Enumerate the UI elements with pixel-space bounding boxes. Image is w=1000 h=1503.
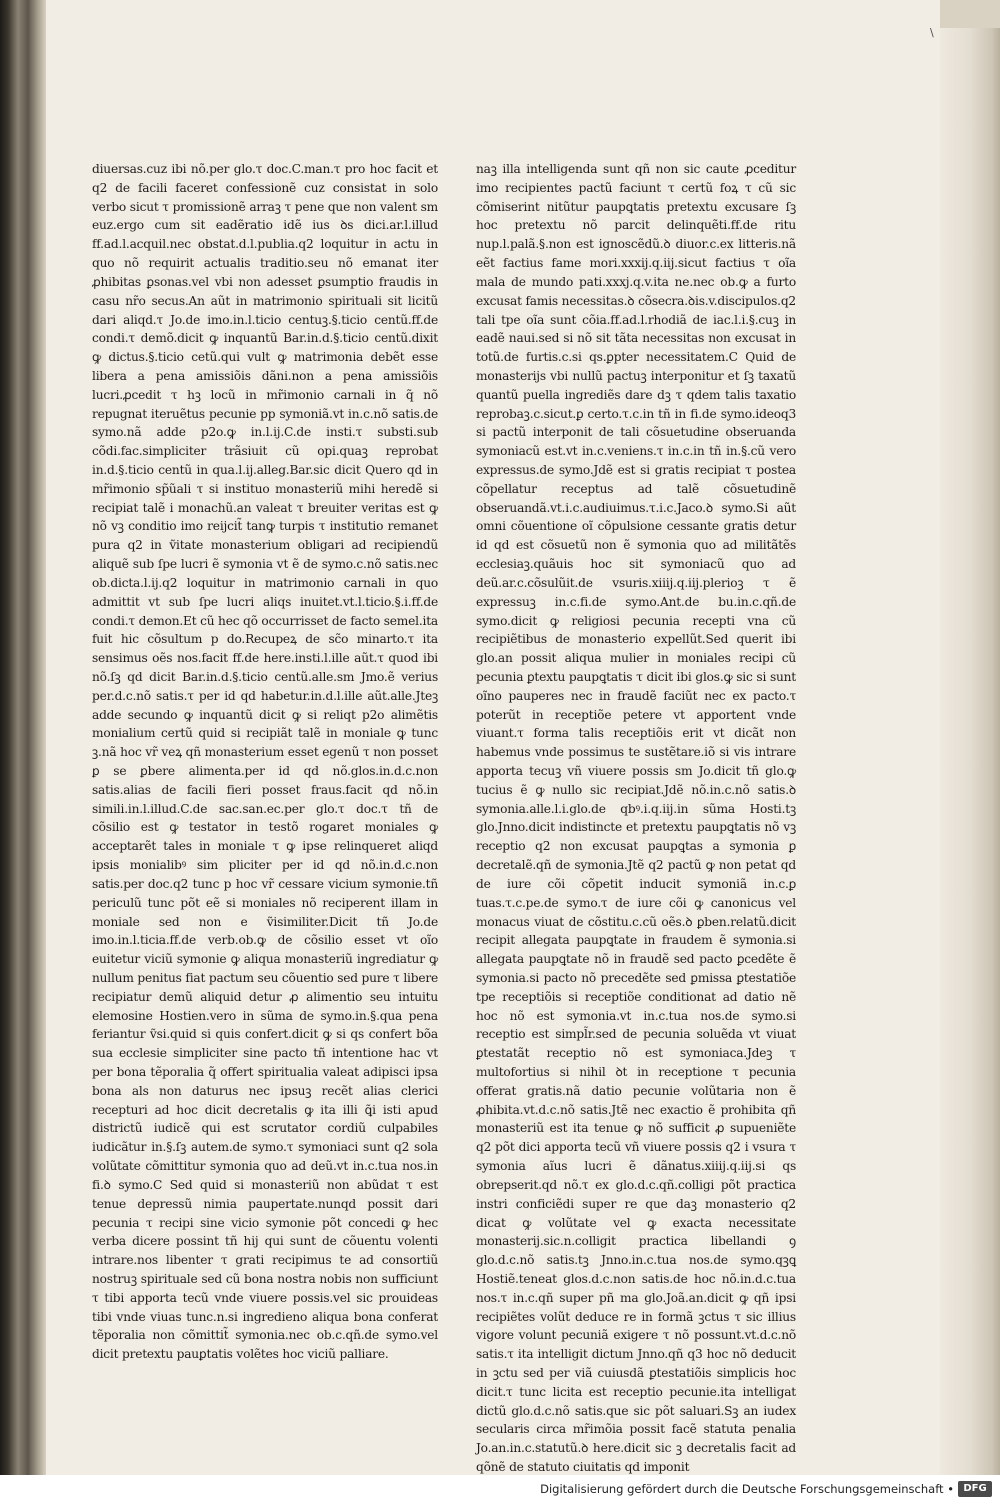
right-column-text: naꝫ illa intelligenda sunt qñ non sic caute ꝓceditur imo recipientes pactũ faciunt τ certũ foꝝ τ cũ sic cõmiserint nitũtur paupꝗtatis pretextu excusare ſꝫ hoc pretextu nõ parcit delinquẽti.ff.de ritu nup.l.palã.§.non est ignoscẽdũ.ꝺ diuor.c.ex litteris.nã eẽt factius fame mori.xxxij.q.iij.sicut factius τ oĩa mala de mundo pati.xxxj.q.v.ita ne.nec ob.ꝙ a furto excusat famis necessitas.ꝺ cõsecra.ꝺis.v.discipulos.q2 tali tpe oĩa sunt cõia.ff.ad.l.rhodiã de iac.l.i.§.cuꝫ in eadẽ naui.sed si nõ sit tãta necessitas non excusat in totũ.de furtis.c.si qs.ꝑpter necessitatem.C Quid de monasterijs vbi nullũ pactuꝫ interponitur et ſꝫ taxatũ quantũ puella ingrediẽs dare dꝫ τ qdem talis taxatio reprobaꝫ.c.sicut.ꝑ certo.τ.c.in tñ in fi.de symo.ideoq3 si pactũ interponit de tali cõsuetudine obseruanda symoniacũ est.vt in.c.veniens.τ in.c.in tñ in.§.cũ vero expressus.de symo.Jdẽ est si gratis recipiat τ postea cõpellatur receptus ad talẽ cõsuetudinẽ obseruandã.vt.i.c.audiuimus.τ.i.c.Jaco.ꝺ symo.Si aũt omni cõuentione oĩ cõpulsione cessante gratis detur id qd est cõsuetũ non ẽ symonia quo ad militãtẽs ecclesiaꝫ.quãuis hoc sit symoniacũ quo ad deũ.ar.c.cõsulũit.de vsuris.xiiij.q.iij.plerioꝫ τ ẽ expressuꝫ in.c.fi.de symo.Ant.de bu.in.c.qñ.de symo.dicit ꝙ religiosi pecunia recepti vna cũ recipiẽtibus de monasterio expellũt.Sed querit ibi glo.an possit aliqua mulier in moniales recipi cũ pecunia ꝑtextu paupꝗtatis τ dicit ibi glos.ꝙ sic si sunt oĩno pauperes nec in fraudẽ faciũt nec ex pacto.τ poterũt in receptiõe petere vt apportent vnde viuant.τ forma talis receptiõis erit vt dicãt non habemus vnde possimus te sustẽtare.iõ si vis intrare apporta tecuꝫ vñ viuere possis sm Jo.dicit tñ glo.ꝙ tucius ẽ ꝙ nullo sic recipiat.Jdẽ nõ.in.c.nõ satis.ꝺ symonia.alle.l.i.glo.de qbꝰ.i.q.iij.in sũma Hosti.tꝫ glo.Jnno.dicit indistincte et pretextu paupꝗtatis nõ vꝫ receptio q2 non excusat paupꝗtas a symonia ꝑ decretalẽ.qñ de symonia.Jtẽ q2 pactũ ꝙ non petat qd de iure cõi cõpetit inducit symoniã in.c.ꝑ tuas.τ.c.pe.de symo.τ de iure cõi ꝙ canonicus vel monacus viuat de cõstitu.c.cũ oẽs.ꝺ ꝑben.relatũ.dicit recipit allegata paupꝗtate in fraudem ẽ symonia.si allegata paupꝗtate nõ in fraudẽ sed pacto ꝑcedẽte ẽ symonia.si pacto nõ precedẽte sed ꝑmissa ꝑtestatiõe tpe receptiõis si receptiõe conditionat ad datio nẽ hoc nõ est symonia.vt in.c.tua nos.de symo.si receptio est simpl̃r.sed de pecunia soluẽda vt viuat ꝑtestatãt receptio nõ est symoniaca.Jdeꝫ τ multofortius si nihil ꝺt in receptione τ pecunia offerat gratis.nã datio pecunie volũtaria non ẽ ꝓhibita.vt.d.c.nõ satis.Jtẽ nec exactio ẽ prohibita qñ monasteriũ est ita tenue ꝙ nõ sufficit ꝓ supueniẽte q2 põt dici apporta tecũ vñ viuere possis q2 i vsura τ symonia aĩus lucri ẽ dãnatus.xiiij.q.iij.si qs obrepserit.qd nõ.τ ex glo.d.c.qñ.colligi põt practica instri conficiẽdi super re que daꝫ monasterio q2 dicat ꝙ volũtate vel ꝙ exacta necessitate monasterij.sic.n.colligit practica libellandi ꝯ glo.d.c.nõ satis.tꝫ Jnno.in.c.tua nos.de symo.qꝫꝗ Hostiẽ.teneat glos.d.c.non satis.de hoc nõ.in.d.c.tua nos.τ in.c.qñ super pñ ma glo.Joã.an.dicit ꝙ qñ ipsi recipiẽtes volũt deduce re in formã ꝫctus τ sic illius vigore volunt pecuniã exigere τ nõ possunt.vt.d.c.nõ satis.τ ita intelligit dictum Jnno.qñ q3 hoc nõ deducit in ꝫctu sed per viã cuiusdã ꝑtestatiõis simplicis hoc dicit.τ tunc licita est receptio pecunie.ita intelligat dictũ glo.d.c.nõ satis.que sic põt saluari.Sꝫ an iudex secularis circa mr̃imõia possit facẽ statuta penalia Jo.an.in.c.statutũ.ꝺ here.dicit sic ꝫ decretalis facit ad qõnẽ de statuto ciuitatis qd imponit bbox=[476, 162, 796, 1475]
top-right-strip bbox=[940, 0, 1000, 28]
book-page bbox=[46, 0, 946, 1475]
page-stack-edge bbox=[940, 0, 1000, 1475]
book-spine-edge bbox=[0, 0, 46, 1475]
footer-bar bbox=[0, 1475, 1000, 1503]
dfg-logo: DFG bbox=[958, 1481, 992, 1497]
right-text-column bbox=[476, 160, 796, 1475]
left-column-text: diuersas.cuz ibi nõ.per glo.τ doc.C.man.τ pro hoc facit et q2 de facili faceret confessionẽ cuz consistat in solo verbo sicut τ promissionẽ arraꝫ τ pene que non valent sm euz.ergo cum sit eadẽratio idẽ ius ꝺs dici.ar.l.illud ff.ad.l.acquil.nec obstat.d.l.publia.q2 loquitur in actu in quo nõ requirit actualis traditio.seu nõ emanat iter ꝓhibitas ꝑsonas.vel vbi non adesset ꝑsumptio fraudis in casu nr̃o secus.An aũt in matrimonio spirituali sit licitũ dari aliqd.τ Jo.de imo.in.l.ticio centuꝫ.§.ticio centũ.ff.de condi.τ demõ.dicit ꝙ inquantũ Bar.in.d.§.ticio centũ.dixit ꝙ dictus.§.ticio cetũ.qui vult ꝙ matrimonia debẽt esse libera a pena amissiõis dãni.non a pena amissiõis lucri.ꝓcedit τ hꝫ locũ in mr̃imonio carnali in q̃ nõ repugnat iteruẽtus pecunie pp symoniã.vt in.c.nõ satis.de symo.nã adde p2o.ꝙ in.l.ij.C.de insti.τ substi.sub cõdi.fac.simpliciter trãsiuit cũ opi.quaꝫ reprobat in.d.§.ticio centũ in qua.l.ij.alleg.Bar.sic dicit Quero qd in mr̃imonio sp̃ũali τ si instituo monasteriũ mihi heredẽ si recipiat talẽ i monachũ.an valeat τ breuiter veritas est ꝙ nõ vꝫ conditio imo reijcit̃ tanꝙ turpis τ institutio remanet pura q2 in ṽitate monasterium obligari ad recipiendũ aliquẽ sub ſpe lucri ẽ symonia vt ẽ de symo.c.nõ satis.nec ob.dicta.l.ij.q2 loquitur in matrimonio carnali in quo admittit vt sub ſpe lucri aliqs inuitet.vt.l.ticio.§.i.ff.de condi.τ demon.Et cũ hec qõ occurrisset de facto semel.ita fuit hic cõsultum p do.Recupeꝝ de sc̃o minarto.τ ita sensimus oẽs nos.facit ff.de here.insti.l.ille aũt.τ quod ibi nõ.ſꝫ qd dicit Bar.in.d.§.ticio centũ.alle.sm Jmo.ẽ verius per.d.c.nõ satis.τ per id qd habetur.in.d.l.ille aũt.alle.Jteꝫ adde secundo ꝙ inquantũ dicit ꝙ si reliqt p2o alimẽtis monialium certũ quid si recipiãt talẽ in moniale ꝙ tunc ꝫ.nã hoc vr̃ veꝝ qñ monasterium esset egenũ τ non posset ꝑ se ꝑbere alimenta.per id qd nõ.glos.in.d.c.non satis.alias de facili fieri posset fraus.facit qd nõ.in simili.in.l.illud.C.de sac.san.ec.per glo.τ doc.τ tñ de cõsilio est ꝙ testator in testõ rogaret moniales ꝙ acceptarẽt tales in moniale τ ꝙ ipse relinqueret aliqd ipsis monialibꝰ sim pliciter per id qd nõ.in.d.c.non satis.per doc.q2 tunc p hoc vr̃ cessare vicium symonie.tñ periculũ tunc põt eẽ si moniales nõ reciperent illam in moniale sed non e ṽisimiliter.Dicit tñ Jo.de imo.in.l.ticia.ff.de verb.ob.ꝙ de cõsilio esset vt oĩo euitetur viciũ symonie ꝙ aliqua monasteriũ ingrediatur ꝙ nullum penitus fiat pactum seu cõuentio sed pure τ libere recipiatur demũ aliquid detur ꝓ alimentio seu intuitu elemosine Hostien.vero in sũma de symo.in.§.qua pena feriantur ṽsi.quid si quis confert.dicit ꝙ si qs confert bõa sua ecclesie simpliciter sine pacto tñ intentione hac vt per bona tẽporalia q̃ offert spiritualia valeat adipisci ipsa bona als non daturus nec ipsuꝫ recẽt alias clerici recepturi ad hoc dicit decretalis ꝙ ita illi ꝗ̃i isti apud districtũ iudicẽ qui est scrutator cordiũ culpabiles iudicãtur in.§.ſꝫ autem.de symo.τ symoniaci sunt q2 sola volũtate cõmittitur symonia quo ad deũ.vt in.c.tua nos.in fi.ꝺ symo.C Sed quid si monasteriũ non abũdat τ est tenue depressũ nimia paupertate.nunqd possit dari pecunia τ recipi sine vicio symonie põt concedi ꝙ hec verba dicere possint tñ hij qui sunt de cõuentu volenti intrare.nos libenter τ grati recipimus te ad consortiũ nostruꝫ spirituale sed cũ bona nostra nobis non sufficiunt τ tibi apporta tecũ vnde viuere possis.vel sic prouideas tibi vnde viuas tunc.n.si ingredieno aliqua bona conferat tẽporalia non cõmittit̃ symonia.nec ob.c.qñ.de symo.vel dicit pretextu pauꝑtatis volẽtes hoc viciũ palliare. bbox=[92, 162, 438, 1362]
footer-credit: Digitalisierung gefördert durch die Deutsche Forschungsgemeinschaft • bbox=[540, 1482, 954, 1496]
folio-mark: \ bbox=[930, 26, 934, 39]
left-text-column bbox=[92, 160, 438, 1364]
